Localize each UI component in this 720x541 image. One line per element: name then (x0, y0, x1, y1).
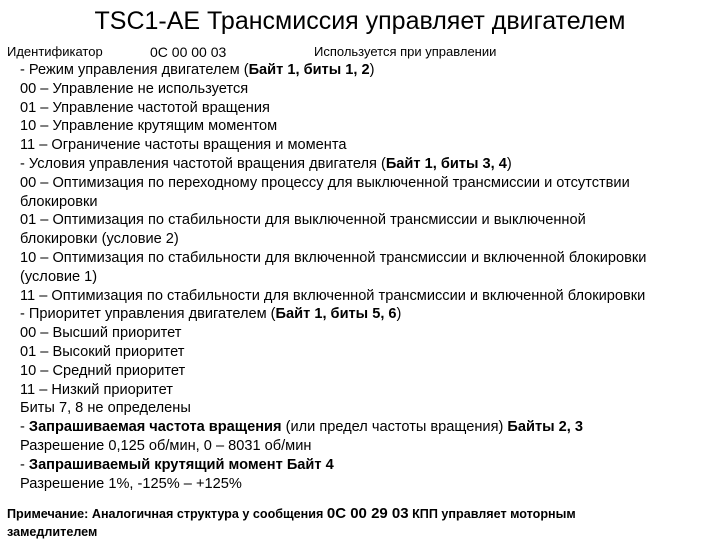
priority-item: 01 – Высокий приоритет (20, 343, 185, 360)
footnote-line: Примечание: Аналогичная структура у сообщения 0C 00 29 03 КПП управляет моторным (7, 505, 576, 522)
mode-item: 00 – Управление не используется (20, 80, 249, 97)
undefined-bits: Биты 7, 8 не определены (20, 400, 191, 417)
speed-resolution: Разрешение 0,125 об/мин, 0 – 8031 об/мин (20, 437, 312, 454)
conditions-line: 10 – Оптимизация по стабильности для включенной трансмиссии и включенной блокировки (20, 249, 647, 266)
conditions-line: 00 – Оптимизация по переходному процессу для выключенной трансмиссии и отсутствии (20, 174, 630, 191)
priority-item: 00 – Высший приоритет (20, 325, 182, 342)
torque-heading: - Запрашиваемый крутящий момент Байт 4 (20, 456, 334, 473)
page-title: TSC1-AE Трансмиссия управляет двигателем (94, 7, 626, 35)
footnote-line: замедлителем (7, 525, 98, 539)
mode-item: 10 – Управление крутящим моментом (20, 118, 278, 135)
identifier-value: 0C 00 00 03 (150, 44, 227, 60)
speed-heading: - Запрашиваемая частота вращения (или предел частоты вращения) Байты 2, 3 (20, 419, 583, 436)
document-body (20, 61, 710, 493)
torque-resolution: Разрешение 1%, -125% – +125% (20, 475, 242, 492)
conditions-line: 01 – Оптимизация по стабильности для выключенной трансмиссии и выключенной (20, 212, 586, 229)
mode-item: 11 – Ограничение частоты вращения и момента (20, 137, 347, 154)
conditions-line: блокировки (20, 193, 98, 210)
identifier-usage: Используется при управлении (314, 44, 497, 59)
priority-heading: - Приоритет управления двигателем (Байт 1, биты 5, 6) (20, 306, 402, 323)
conditions-line: 11 – Оптимизация по стабильности для включенной трансмиссии и включенной блокировки (20, 287, 646, 304)
priority-item: 11 – Низкий приоритет (20, 381, 173, 398)
identifier-label: Идентификатор (7, 44, 103, 59)
mode-heading: - Режим управления двигателем (Байт 1, биты 1, 2) (20, 62, 375, 78)
priority-item: 10 – Средний приоритет (20, 362, 186, 379)
conditions-line: (условие 1) (20, 268, 98, 285)
conditions-heading: - Условия управления частотой вращения двигателя (Байт 1, биты 3, 4) (20, 155, 512, 172)
footnote-code: 0C 00 29 03 (326, 505, 409, 522)
conditions-line: блокировки (условие 2) (20, 231, 179, 248)
mode-item: 01 – Управление частотой вращения (20, 99, 270, 116)
footnote (7, 505, 715, 541)
